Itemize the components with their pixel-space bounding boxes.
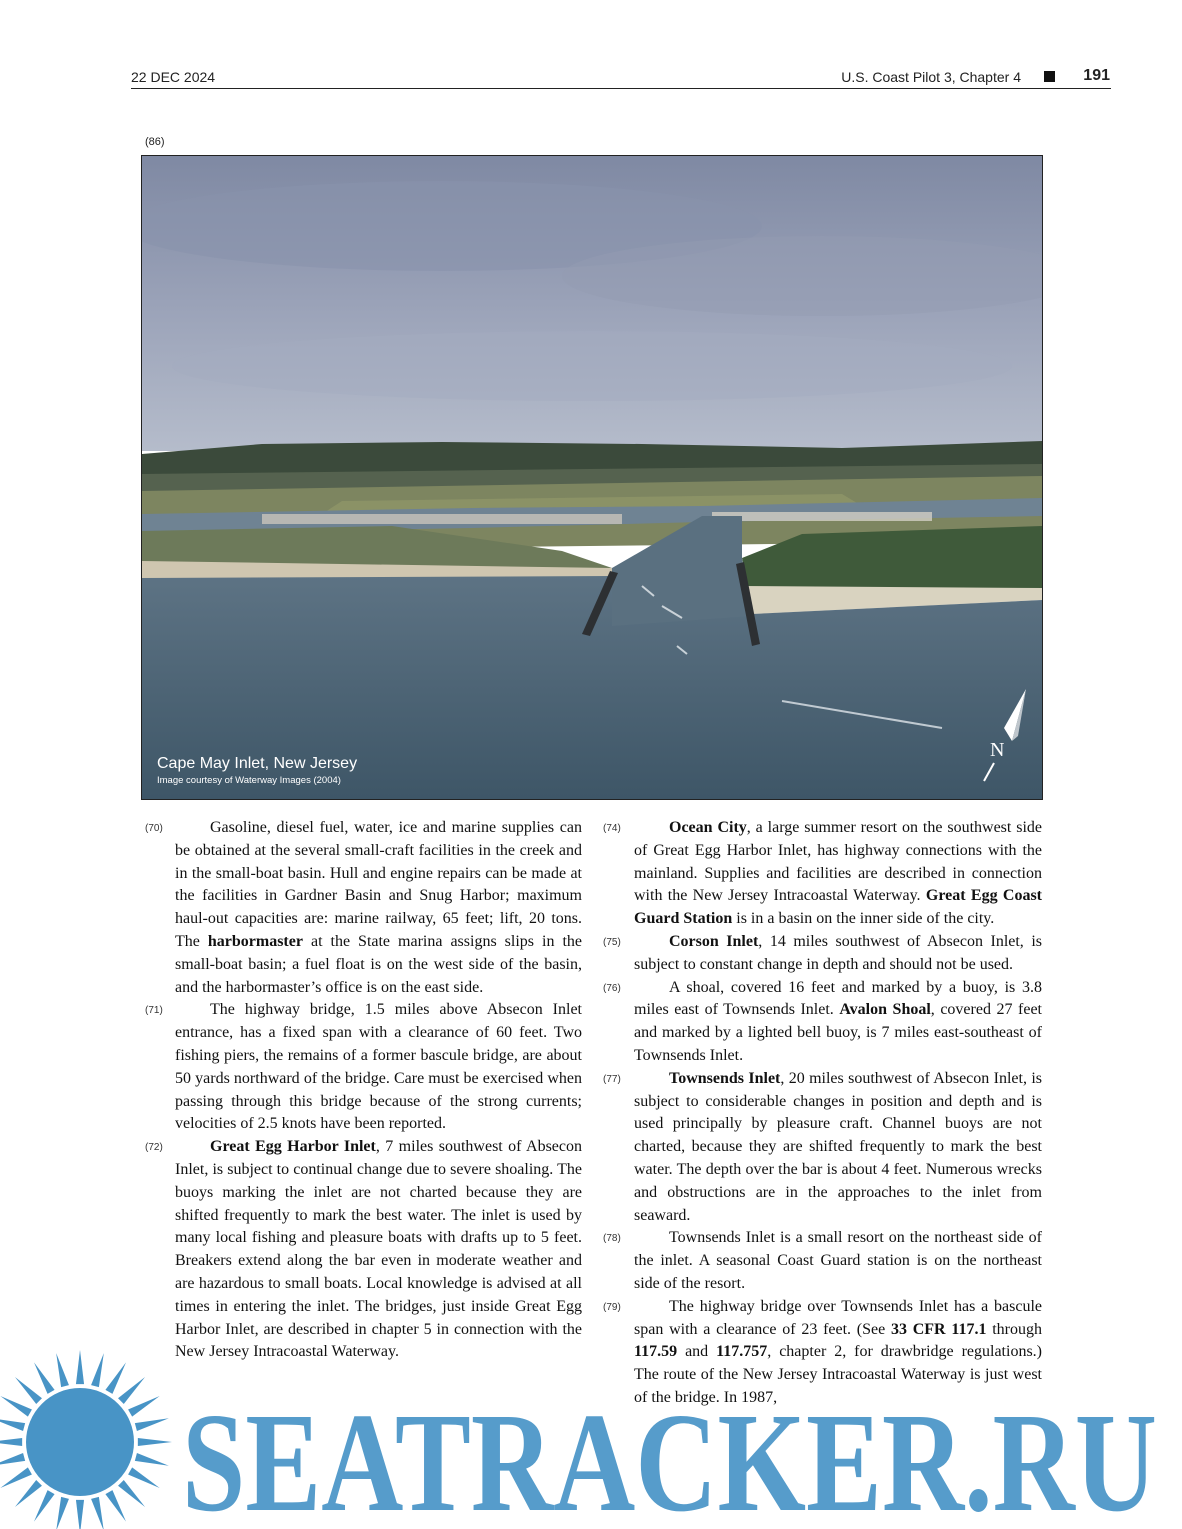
sun-ray [128, 1467, 160, 1488]
paragraph [145, 999, 582, 1136]
bold-term: harbormaster [207, 932, 303, 950]
sun-ray [0, 1467, 32, 1488]
text-run: through [986, 1320, 1043, 1338]
paragraph-number: (75) [603, 936, 621, 948]
left-column [145, 817, 583, 1364]
header-date: 22 DEC 2024 [131, 69, 216, 85]
running-header [131, 68, 1111, 89]
sun-ray [138, 1438, 172, 1446]
text-run: , 7 miles southwest of Absecon Inlet, is subject to continual change due to severe shoaling. The buoys marking the inlet are not charted because they are shifted frequently to mark the best water. The inlet is used by many local fishing and pleasure boats with drafts up to 5 feet. Breakers extend along the bar even in moderate weather and are hazardous to small boats. Local knowledge is advised at all times in entering the inlet. The bridges, just inside Great Egg Harbor Inlet, are described in chapter 5 in connection with the New Jersey Intracoastal Waterway. [175, 1138, 583, 1361]
bold-term: Ocean City [669, 819, 747, 836]
text-run: , covered 27 feet and marked by a lighted bell buoy, is 7 miles east-southeast of Townsends Inlet. [634, 1001, 1042, 1064]
text-run: is in a basin on the inner side of the city. [732, 910, 995, 928]
bold-term: Corson Inlet [669, 932, 759, 950]
paragraph-number: (71) [145, 1005, 163, 1017]
text-run: , 14 miles southwest of Absecon Inlet, is subject to constant change in depth and should not be used. [634, 932, 1042, 973]
north-label: N [990, 739, 1005, 761]
sun-ray [128, 1396, 160, 1417]
paragraph-number: (79) [603, 1301, 621, 1313]
sun-ray [105, 1490, 126, 1522]
sun-ray [118, 1377, 145, 1404]
paragraph-number: (78) [603, 1233, 621, 1245]
text-run: , chapter 2, for drawbridge regulations.) The route of the New Jersey Intracoastal Waterway is just west of the bridge. In 1987, [634, 1343, 1042, 1406]
paragraph-number: (72) [145, 1142, 163, 1154]
text-run: at the State marina assigns slips in the small-boat basin; a fuel float is on the west side of the basin, and the harbormaster’s office is on the east side. [175, 932, 582, 996]
text-run: , a large summer resort on the southwest side of Great Egg Harbor Inlet, has highway connections with the mainland. Supplies and facilities are described in connection with the New Jersey Intracoastal Waterway. [634, 819, 1043, 905]
text-run: Townsends Inlet is a small resort on the northeast side of the inlet. A seasonal Coast Guard station is on the northeast side of the resort. [634, 1229, 1042, 1292]
aerial-photo [141, 155, 1043, 800]
sun-ray [135, 1453, 169, 1466]
text-run: and [677, 1343, 717, 1361]
sun-ray [34, 1490, 55, 1522]
paragraph-number: (74) [603, 823, 621, 834]
paragraph-number: (70) [145, 823, 163, 834]
text-run: The highway bridge over Townsends Inlet has a bascule span with a clearance of 23 feet. (See [634, 1297, 1042, 1338]
marina-west [262, 514, 622, 524]
sun-ray [0, 1438, 22, 1446]
sun-ray [15, 1377, 42, 1404]
sun-ray [118, 1480, 145, 1507]
bold-term: Avalon Shoal [839, 1001, 931, 1019]
header-square-marker [1044, 71, 1055, 82]
sun-ray [34, 1362, 55, 1394]
paragraph [603, 1296, 1043, 1410]
text-run: Gasoline, diesel fuel, water, ice and marine supplies can be obtained at the several small-craft facilities in the creek and in the small-boat basin. Hull and engine repairs can be made at the facilities in Gardner Basin and Snug Harbor; maximum haul-out capacities are: marine railway, 65 feet; lift, 20 tons. The [175, 819, 582, 950]
sun-ray [135, 1418, 169, 1431]
sun-ray [91, 1497, 104, 1529]
paragraph [603, 977, 1042, 1068]
bold-term: 117.59 [634, 1343, 678, 1361]
text-run: The highway bridge, 1.5 miles above Absecon Inlet entrance, has a fixed span with a clearance of 60 feet. Two fishing piers, the remains of a former bascule bridge, are about 50 yards northward of the bridge. Care must be exercised when passing through this bridge because of the strong currents; velocities of 2.5 knots have been reported. [175, 1001, 582, 1133]
sun-ray [0, 1453, 25, 1466]
sun-ray [15, 1480, 42, 1507]
figure-number: (86) [145, 136, 165, 148]
paragraph [603, 1068, 1042, 1228]
figure-credit: Image courtesy of Waterway Images (2004) [157, 775, 341, 786]
paragraph-number: (76) [603, 982, 621, 994]
page-number: 191 [1083, 67, 1110, 84]
right-column [603, 817, 1043, 1410]
bold-term: Great Egg Harbor Inlet [210, 1138, 376, 1156]
paragraph [603, 817, 1043, 931]
sun-ray [76, 1350, 84, 1384]
text-run: A shoal, covered 16 feet and marked by a buoy, is 3.8 miles east of Townsends Inlet. [634, 978, 1042, 1019]
paragraph-number: (77) [603, 1073, 621, 1085]
marina-east [712, 512, 932, 521]
bold-term: 33 CFR 117.1 [890, 1320, 987, 1338]
bold-term: Great Egg Coast Guard Station [634, 887, 1043, 928]
sun-ray [76, 1500, 84, 1529]
paragraph [603, 931, 1042, 977]
watermark-text: SEATRACKER.RU [182, 1383, 1157, 1529]
bold-term: Townsends Inlet [669, 1069, 781, 1087]
paragraph [145, 1136, 583, 1364]
aerial-photo-drawing [142, 156, 1042, 799]
paragraph [603, 1227, 1042, 1295]
sun-ray [0, 1418, 25, 1431]
text-run: , 20 miles southwest of Absecon Inlet, is subject to considerable changes in position and depth and is used principally by pleasure craft. Channel buoys are not charted, because they are shifted frequently to mark the best water. The depth over the bar is about 4 feet. Numerous wrecks and obstructions are in the approaches to the inlet from seaward. [634, 1069, 1042, 1224]
figure-caption: Cape May Inlet, New Jersey [157, 755, 358, 772]
sun-ray [56, 1353, 69, 1387]
sun-logo-icon [0, 1350, 172, 1529]
sun-ray [91, 1353, 104, 1387]
header-publication: U.S. Coast Pilot 3, Chapter 4 [841, 69, 1021, 85]
sun-ray [56, 1497, 69, 1529]
sun-ray [105, 1362, 126, 1394]
paragraph [145, 817, 582, 999]
sun-ray [0, 1396, 32, 1417]
bold-term: 117.757 [716, 1343, 768, 1361]
